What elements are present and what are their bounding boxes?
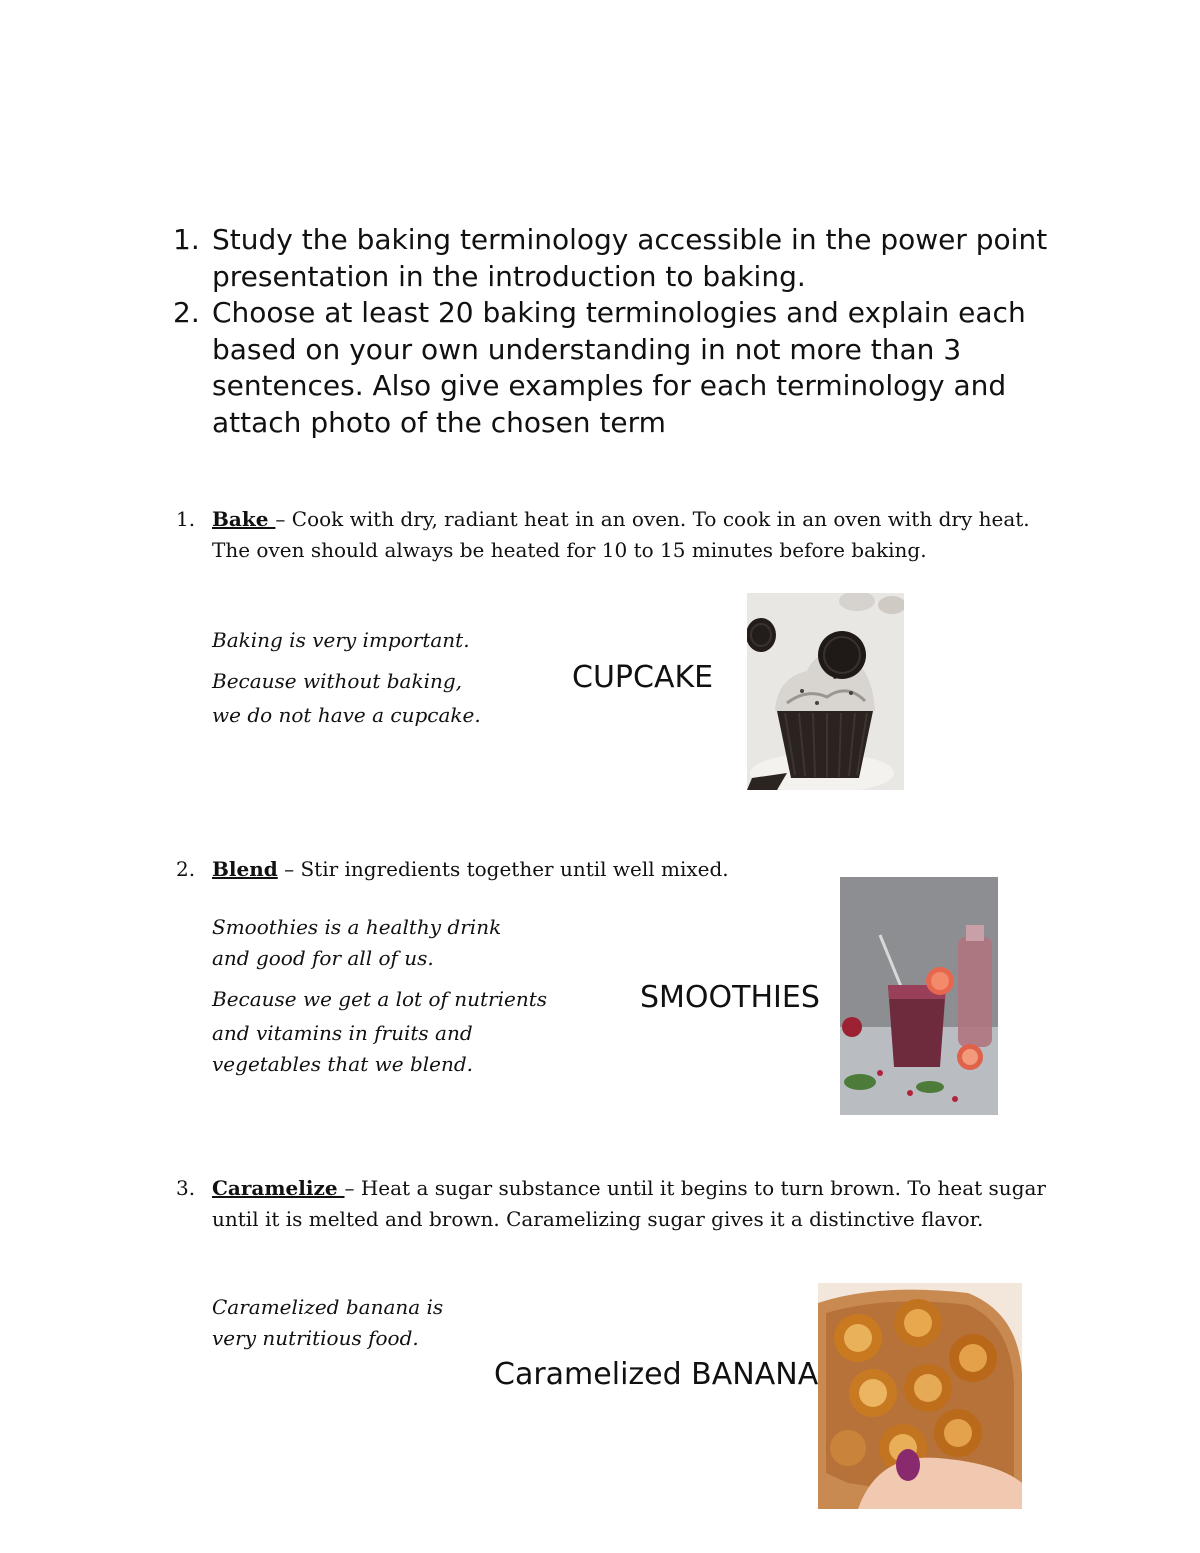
term-name: Caramelize [212, 1176, 345, 1200]
term-caramelize [176, 1173, 1046, 1235]
example-line: and vitamins in fruits and [212, 1021, 473, 1045]
smoothie-photo [840, 877, 998, 1115]
term-number: 2. [176, 857, 196, 881]
instruction-number: 1. [173, 223, 200, 256]
example-line: vegetables that we blend. [212, 1052, 474, 1076]
term-number: 3. [176, 1176, 196, 1200]
example-line: Baking is very important. [212, 628, 470, 652]
caramelized-banana-photo [818, 1283, 1022, 1509]
instruction-text: Choose at least 20 baking terminologies and explain each based on your own understanding in not more than 3 sentences. Also give examples for each terminology and attach photo of the chosen term [212, 296, 1026, 439]
term-number: 1. [176, 507, 196, 531]
term-photo-label: CUPCAKE [572, 660, 714, 695]
term-photo-label: SMOOTHIES [640, 980, 820, 1015]
term-name: Bake [212, 507, 276, 531]
instruction-text: Study the baking terminology accessible in the power point presentation in the introduction to baking. [212, 223, 1048, 293]
instructions-list [173, 222, 1073, 441]
term-photo-label: Caramelized BANANA [494, 1357, 819, 1392]
example-line: Caramelized banana is [212, 1295, 444, 1319]
instruction-number: 2. [173, 296, 200, 329]
example-line: we do not have a cupcake. [212, 703, 481, 727]
instruction-item [173, 222, 1073, 295]
term-definition: – Heat a sugar substance until it begins to turn brown. To heat sugar until it is melted and brown. Caramelizing sugar gives it a distinctive flavor. [212, 1176, 1046, 1231]
example-line: Because without baking, [212, 669, 463, 693]
term-bake [176, 504, 1046, 566]
example-line: Because we get a lot of nutrients [212, 987, 548, 1011]
instruction-item [173, 295, 1073, 441]
example-line: very nutritious food. [212, 1326, 419, 1350]
term-definition: – Stir ingredients together until well mixed. [277, 857, 729, 881]
example-line: and good for all of us. [212, 946, 434, 970]
cupcake-photo [747, 593, 904, 790]
term-name: Blend [212, 857, 278, 881]
term-definition: – Cook with dry, radiant heat in an oven. To cook in an oven with dry heat. The oven should always be heated for 10 to 15 minutes before baking. [212, 507, 1030, 562]
example-line: Smoothies is a healthy drink [212, 915, 502, 939]
